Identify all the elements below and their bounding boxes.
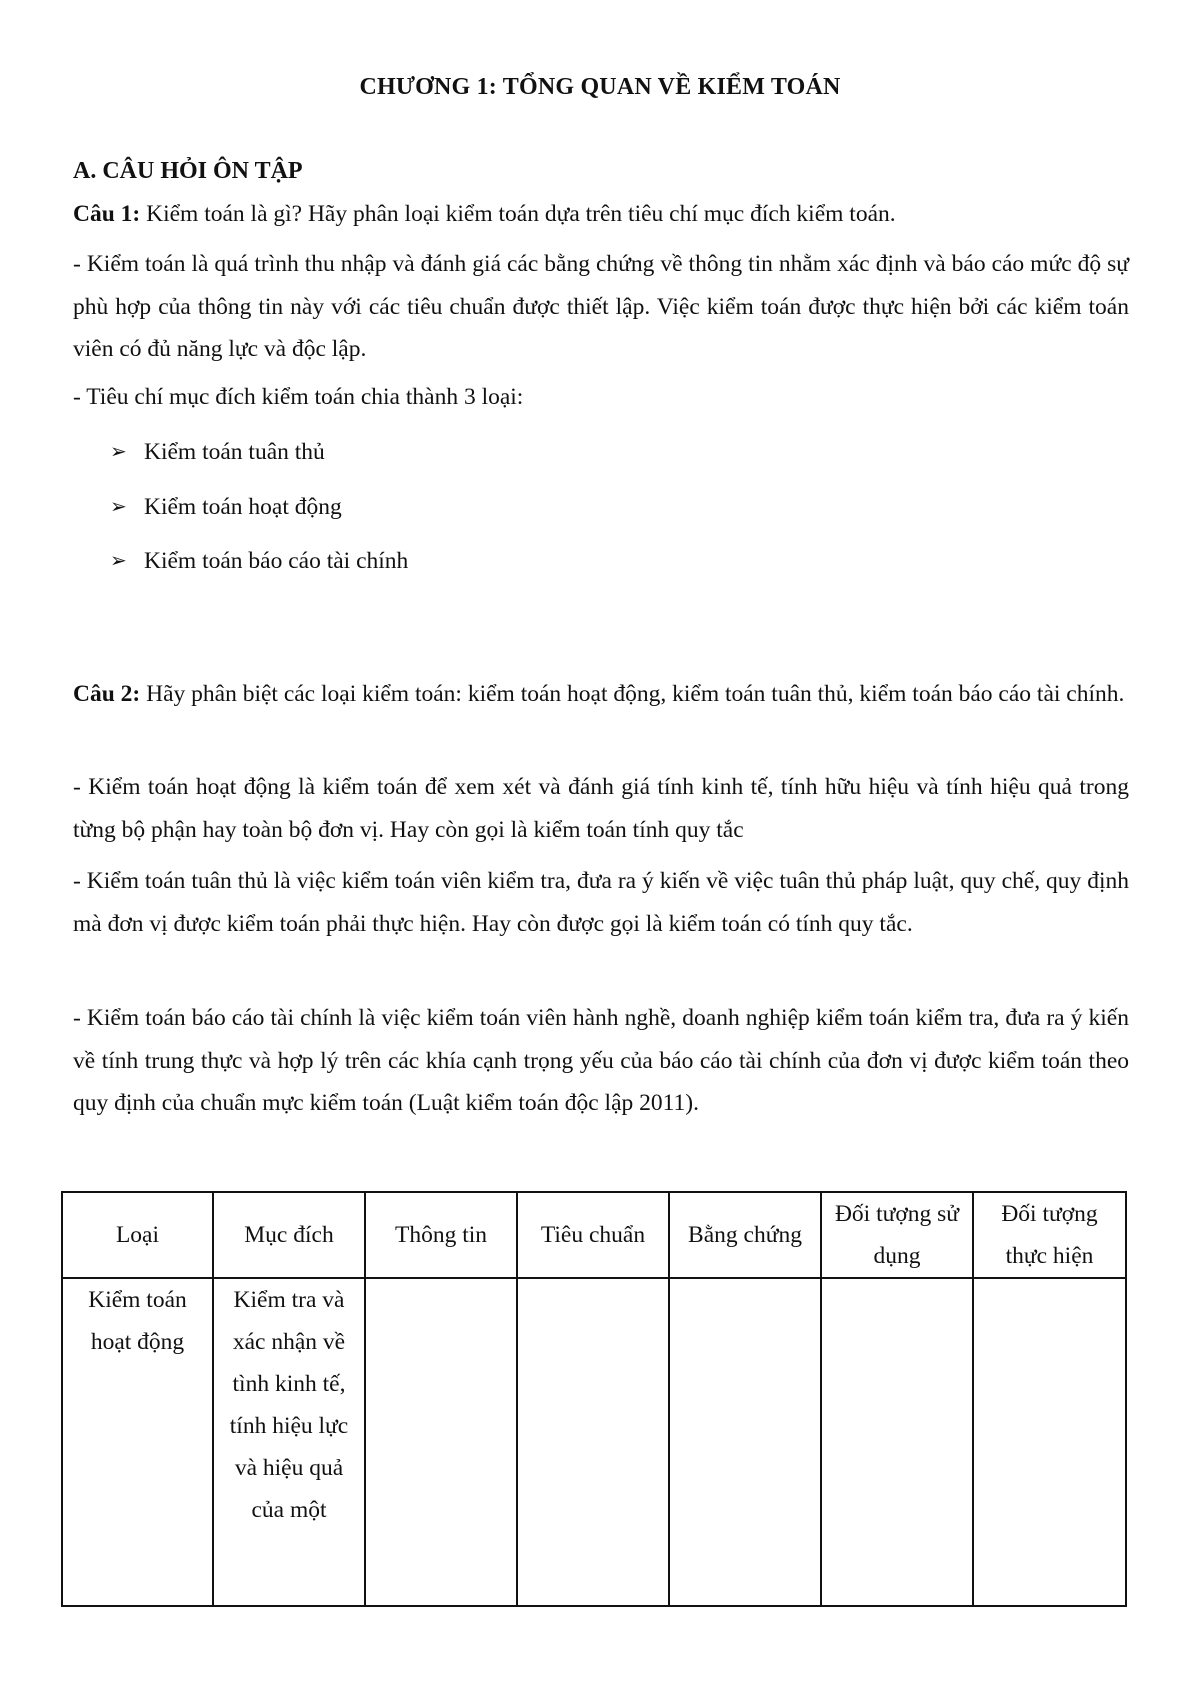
question-1-answer-paragraph-2: - Tiêu chí mục đích kiểm toán chia thành 3 loại: [73, 384, 524, 410]
comparison-table [61, 1191, 1127, 1607]
table-header-cell: Thông tin [365, 1192, 517, 1278]
chapter-title: CHƯƠNG 1: TỔNG QUAN VỀ KIỂM TOÁN [359, 74, 841, 100]
table-row [62, 1278, 1126, 1606]
question-1 [73, 193, 1129, 236]
question-1-answer-paragraph-1: - Kiểm toán là quá trình thu nhập và đánh giá các bằng chứng về thông tin nhằm xác định và báo cáo mức độ sự phù hợp của thông tin này với các tiêu chuẩn được thiết lập. Việc kiểm toán được thực hiện bởi các kiểm toán viên có đủ năng lực và độc lập. [73, 251, 1129, 362]
table-header-row [62, 1192, 1126, 1278]
table-cell [365, 1278, 517, 1606]
table-cell [517, 1278, 669, 1606]
audit-type-list [110, 430, 408, 594]
arrow-bullet-icon: ➢ [110, 439, 127, 463]
list-item-label: Kiểm toán báo cáo tài chính [144, 548, 409, 574]
question-2-label: Câu 2: [73, 681, 141, 707]
list-item [110, 539, 408, 594]
table-cell [973, 1278, 1126, 1606]
table-cell [821, 1278, 973, 1606]
question-1-text: Kiểm toán là gì? Hãy phân loại kiểm toán dựa trên tiêu chí mục đích kiểm toán. [140, 201, 896, 227]
table-header-cell: Loại [62, 1192, 213, 1278]
table-cell: Kiểm tra và xác nhận về tình kinh tế, tính hiệu lực và hiệu quả của một [213, 1278, 365, 1606]
table-header-cell: Tiêu chuẩn [517, 1192, 669, 1278]
question-2-paragraph-2: - Kiểm toán tuân thủ là việc kiểm toán viên kiểm tra, đưa ra ý kiến về việc tuân thủ pháp luật, quy chế, quy định mà đơn vị được kiểm toán phải thực hiện. Hay còn được gọi là kiểm toán có tính quy tắc. [73, 868, 1129, 937]
question-2-paragraph-1: - Kiểm toán hoạt động là kiểm toán để xem xét và đánh giá tính kinh tế, tính hữu hiệu và tính hiệu quả trong từng bộ phận hay toàn bộ đơn vị. Hay còn gọi là kiểm toán tính quy tắc [73, 774, 1129, 843]
table-cell [669, 1278, 821, 1606]
question-2-paragraph-3: - Kiểm toán báo cáo tài chính là việc kiểm toán viên hành nghề, doanh nghiệp kiểm toán kiểm tra, đưa ra ý kiến về tính trung thực và hợp lý trên các khía cạnh trọng yếu của báo cáo tài chính của đơn vị được kiểm toán theo quy định của chuẩn mực kiểm toán (Luật kiểm toán độc lập 2011). [73, 1005, 1129, 1116]
table-header-cell: Bằng chứng [669, 1192, 821, 1278]
list-item-label: Kiểm toán hoạt động [144, 493, 342, 520]
question-2-text: Hãy phân biệt các loại kiểm toán: kiểm toán hoạt động, kiểm toán tuân thủ, kiểm toán báo cáo tài chính. [140, 681, 1125, 707]
list-item-label: Kiểm toán tuân thủ [144, 439, 325, 465]
list-item [110, 485, 408, 540]
question-2 [73, 673, 1129, 716]
section-heading: A. CÂU HỎI ÔN TẬP [73, 158, 303, 184]
question-1-label: Câu 1: [73, 201, 141, 227]
table-header-cell: Đối tượng sử dụng [821, 1192, 973, 1278]
table-header-cell: Mục đích [213, 1192, 365, 1278]
table-header-cell: Đối tượng thực hiện [973, 1192, 1126, 1278]
arrow-bullet-icon: ➢ [110, 548, 127, 572]
table-cell: Kiểm toán hoạt động [62, 1278, 213, 1606]
list-item [110, 430, 408, 485]
arrow-bullet-icon: ➢ [110, 493, 127, 518]
